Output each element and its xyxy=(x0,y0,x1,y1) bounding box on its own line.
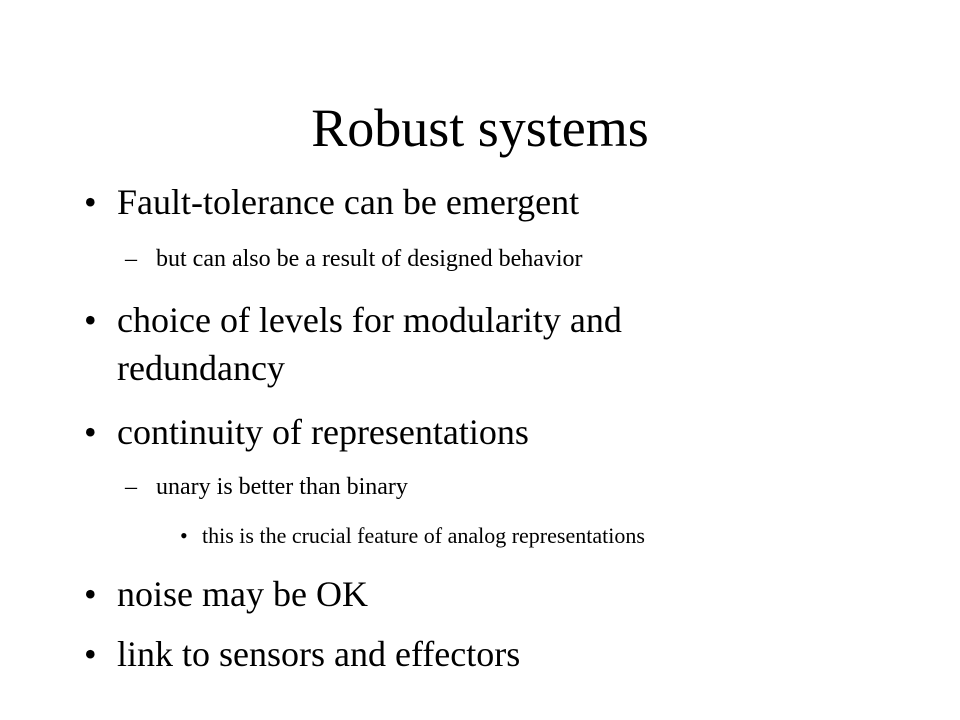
bullet-marker: • xyxy=(84,412,97,452)
bullet-text: Fault-tolerance can be emergent xyxy=(117,182,580,222)
sub-bullet-text: unary is better than binary xyxy=(156,474,408,500)
bullet-marker: • xyxy=(84,182,97,222)
bullet-marker: • xyxy=(84,574,97,614)
small-bullet-marker: • xyxy=(180,523,188,548)
bullet-marker: • xyxy=(84,634,97,674)
dash-marker: – xyxy=(125,474,137,500)
bullet-text: choice of levels for modularity and xyxy=(117,300,622,340)
sub-bullet-text: but can also be a result of designed behavior xyxy=(156,246,583,272)
sub-sub-bullet-text: this is the crucial feature of analog representations xyxy=(202,523,645,548)
bullet-text: link to sensors and effectors xyxy=(117,634,521,674)
slide-title: Robust systems xyxy=(311,98,649,158)
bullet-text-continuation: redundancy xyxy=(117,348,285,388)
dash-marker: – xyxy=(125,246,137,272)
bullet-marker: • xyxy=(84,300,97,340)
bullet-text: continuity of representations xyxy=(117,412,529,452)
bullet-text: noise may be OK xyxy=(117,574,368,614)
